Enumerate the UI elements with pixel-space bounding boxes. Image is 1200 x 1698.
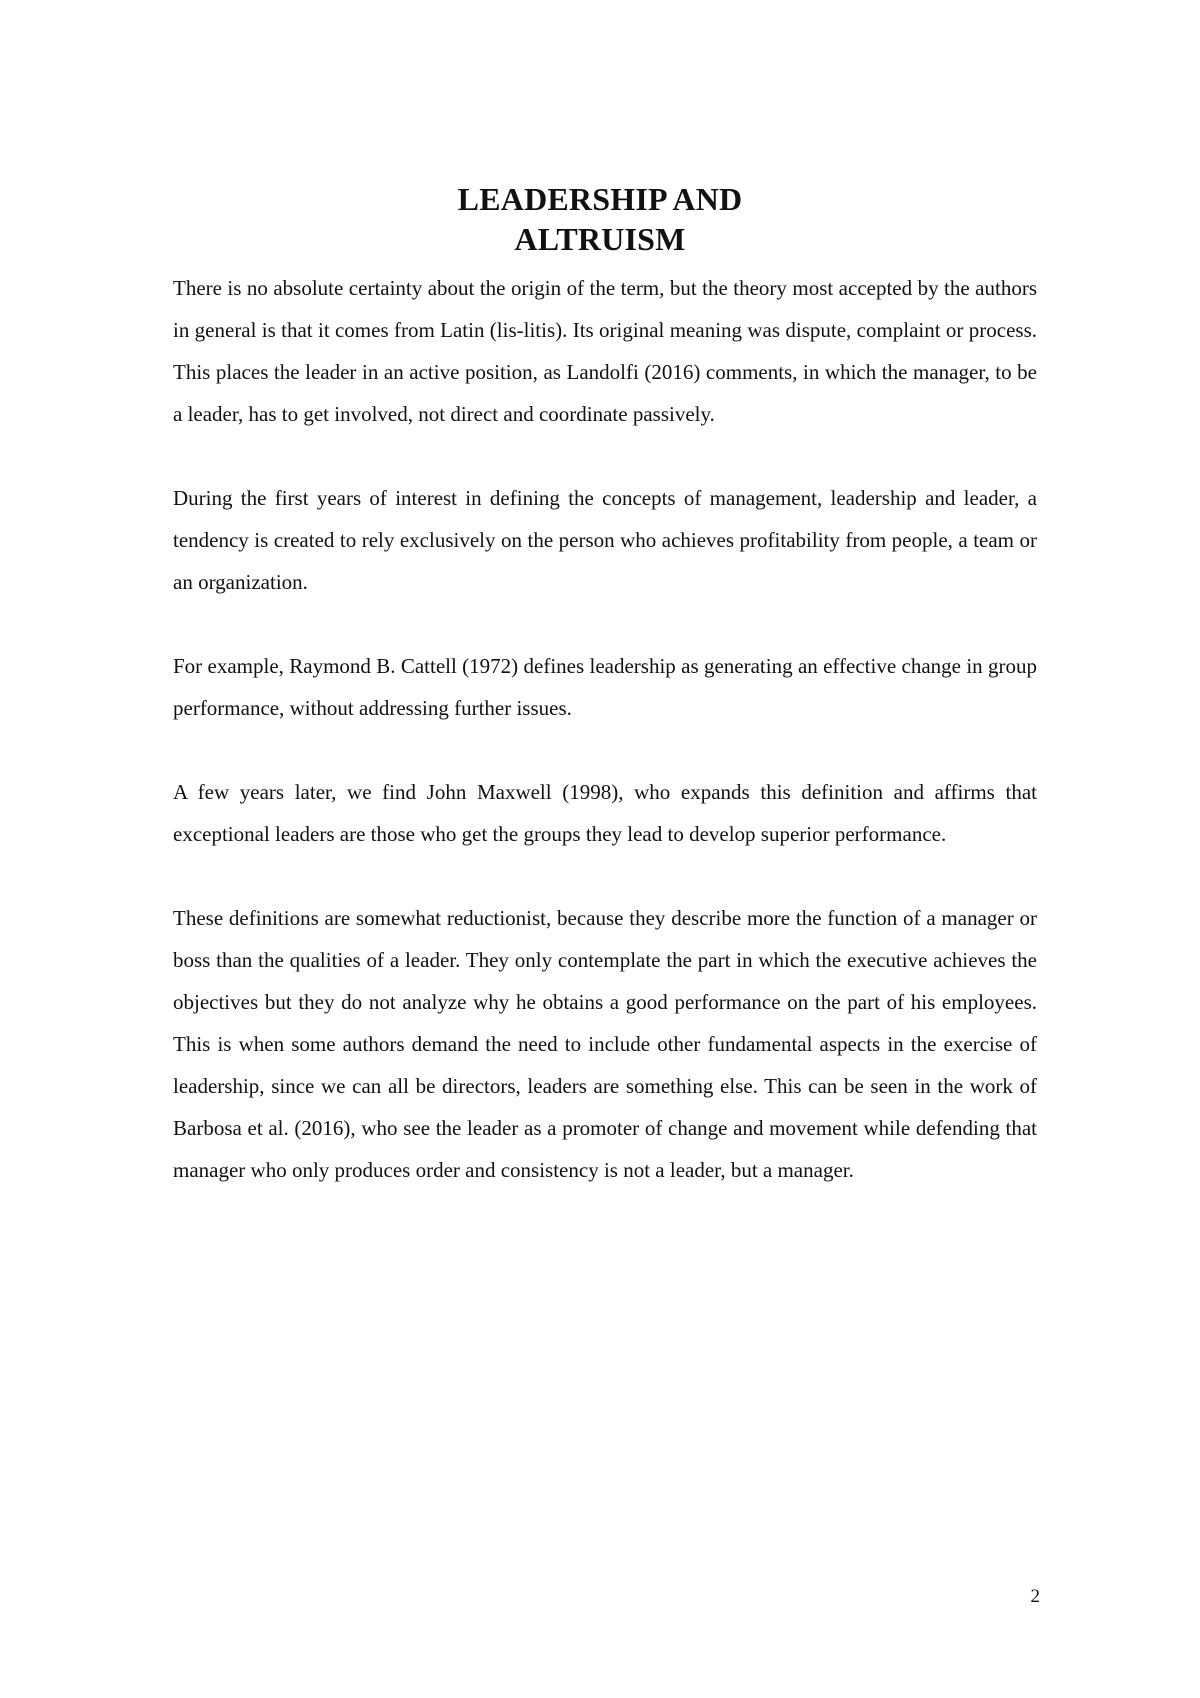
paragraph-origin-of-term: There is no absolute certainty about the origin of the term, but the theory most accepted by the authors in general is that it comes from Latin (lis-litis). Its original meaning was dispute, complaint or process. This places the leader in an active position, as Landolfi (2016) comments, in which the manager, to be a leader, has to get involved, not direct and coordinate passively. — [173, 276, 1037, 426]
title-line-1: LEADERSHIP AND — [457, 181, 743, 218]
body-text — [173, 267, 1037, 1233]
paragraph-maxwell: A few years later, we find John Maxwell (1998), who expands this definition and affirms that exceptional leaders are those who get the groups they lead to develop superior performance. — [173, 780, 1037, 846]
paragraph-cattell-example: For example, Raymond B. Cattell (1972) defines leadership as generating an effective change in group performance, without addressing further issues. — [173, 654, 1037, 720]
paragraph-first-years: During the first years of interest in defining the concepts of management, leadership and leader, a tendency is created to rely exclusively on the person who achieves profitability from people, a team or an organization. — [173, 486, 1037, 594]
title-line-2: ALTRUISM — [514, 221, 686, 258]
page-title — [0, 179, 1200, 259]
page-number: 2 — [1030, 1586, 1040, 1607]
paragraph-reductionist-definitions: These definitions are somewhat reductionist, because they describe more the function of a manager or boss than the qualities of a leader. They only contemplate the part in which the executive achieves the objectives but they do not analyze why he obtains a good performance on the part of his employees. This is when some authors demand the need to include other fundamental aspects in the exercise of leadership, since we can all be directors, leaders are something else. This can be seen in the work of Barbosa et al. (2016), who see the leader as a promoter of change and movement while defending that manager who only produces order and consistency is not a leader, but a manager. — [173, 906, 1037, 1182]
